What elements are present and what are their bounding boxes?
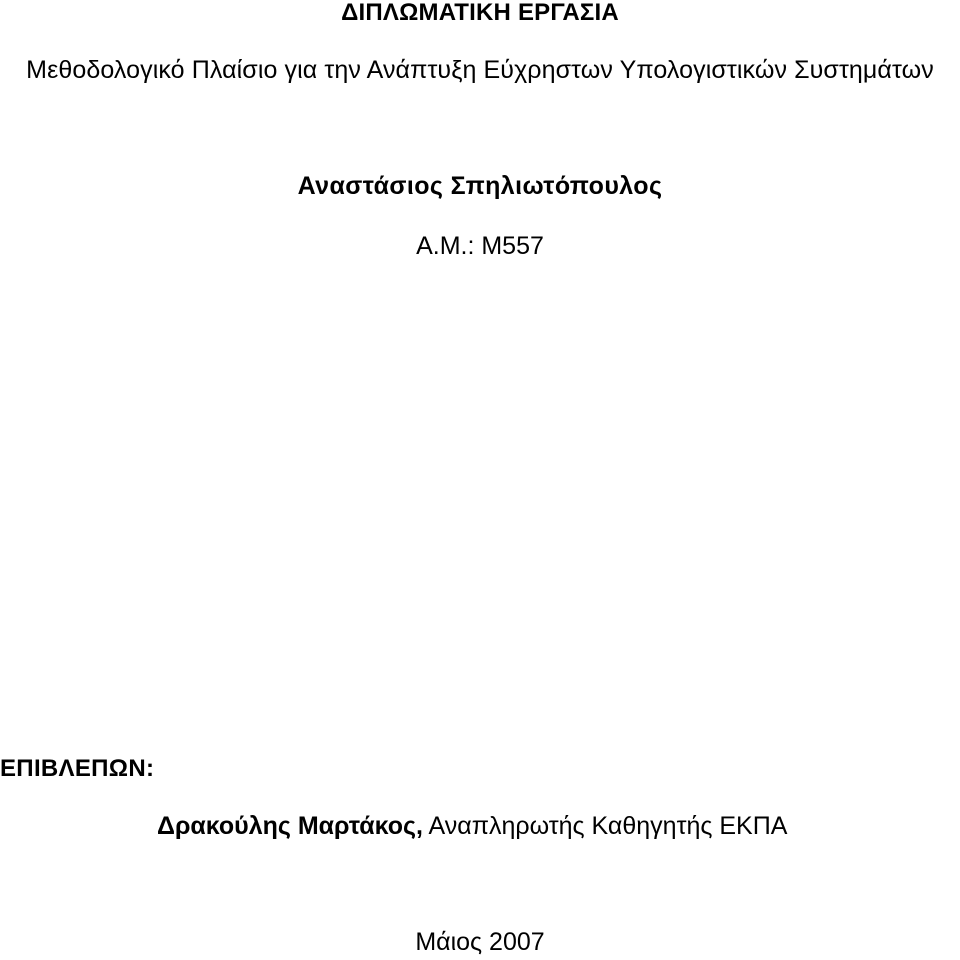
submission-date: Μάιος 2007 — [415, 928, 545, 956]
supervisor-name: Δρακούλης Μαρτάκος, — [157, 812, 423, 840]
supervisor-line — [157, 814, 787, 839]
document-type-label: ΔΙΠΛΩΜΑΤΙΚΗ ΕΡΓΑΣΙΑ — [341, 0, 619, 26]
thesis-title: Μεθοδολογικό Πλαίσιο για την Ανάπτυξη Εύχρηστων Υπολογιστικών Συστημάτων — [26, 56, 934, 84]
supervisor-heading: ΕΠΙΒΛΕΠΩΝ: — [0, 755, 155, 782]
supervisor-title: Αναπληρωτής Καθηγητής ΕΚΠΑ — [422, 812, 788, 840]
student-id: Α.Μ.: Μ557 — [416, 232, 544, 260]
author-name: Αναστάσιος Σπηλιωτόπουλος — [297, 172, 663, 200]
